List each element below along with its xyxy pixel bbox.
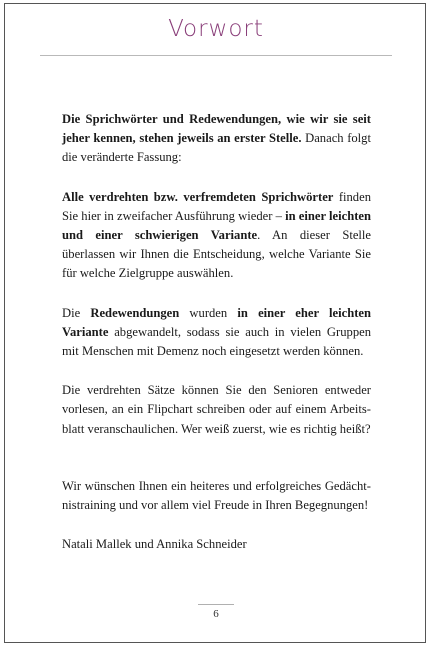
text-run: . An dieser Stelle überlassen wir Ihnen die Entscheidung, welche Variante Sie für welche Zielgruppe auswählen. (62, 228, 372, 281)
text-run: Die (62, 305, 91, 320)
paragraph-redewendungen (62, 304, 371, 362)
page-title: Vorwort (168, 16, 264, 42)
text-run: finden Sie hier in zweifacher Ausführung wieder – (62, 189, 371, 223)
paragraph-wishes: Wir wünschen Ihnen ein heiteres und erfolgreiches Gedächtnistraining und vor allem viel Freude in Ihren Begegnungen! (62, 478, 371, 513)
bold-text: Redewendungen (90, 305, 180, 320)
bold-text: in einer eher leichten Variante (62, 305, 371, 339)
text-run: Danach folgt die veränderte Fassung: (62, 131, 371, 165)
text-run: wurden (179, 305, 238, 320)
bold-text: Die Sprichwörter und Redewendungen, wie wir sie seit jeher kennen, stehen jeweils an erster Stelle. (62, 112, 371, 146)
authors-signature: Natali Mallek und Annika Schneider (62, 537, 247, 552)
text-run: abgewandelt, sodass sie auch in vielen Gruppen mit Menschen mit Demenz noch eingesetzt werden können. (62, 324, 371, 359)
bold-text: Alle verdrehten bzw. verfremdeten Sprichwörter (62, 189, 334, 204)
paragraph-usage: Die verdrehten Sätze können Sie den Senioren entweder vorlesen, an ein Flipchart schreiben oder auf einem Arbeitsblatt veranschaulichen. Wer weiß zuerst, wie es richtig heißt? (62, 383, 371, 436)
bold-text: in einer leichten und einer schwierigen Variante (62, 208, 371, 243)
title-divider (40, 55, 392, 56)
paragraph-intro (62, 110, 371, 168)
body-text (62, 110, 371, 574)
page-number: 6 (213, 608, 219, 620)
footer-divider (198, 604, 234, 605)
paragraph-variants (62, 188, 371, 284)
